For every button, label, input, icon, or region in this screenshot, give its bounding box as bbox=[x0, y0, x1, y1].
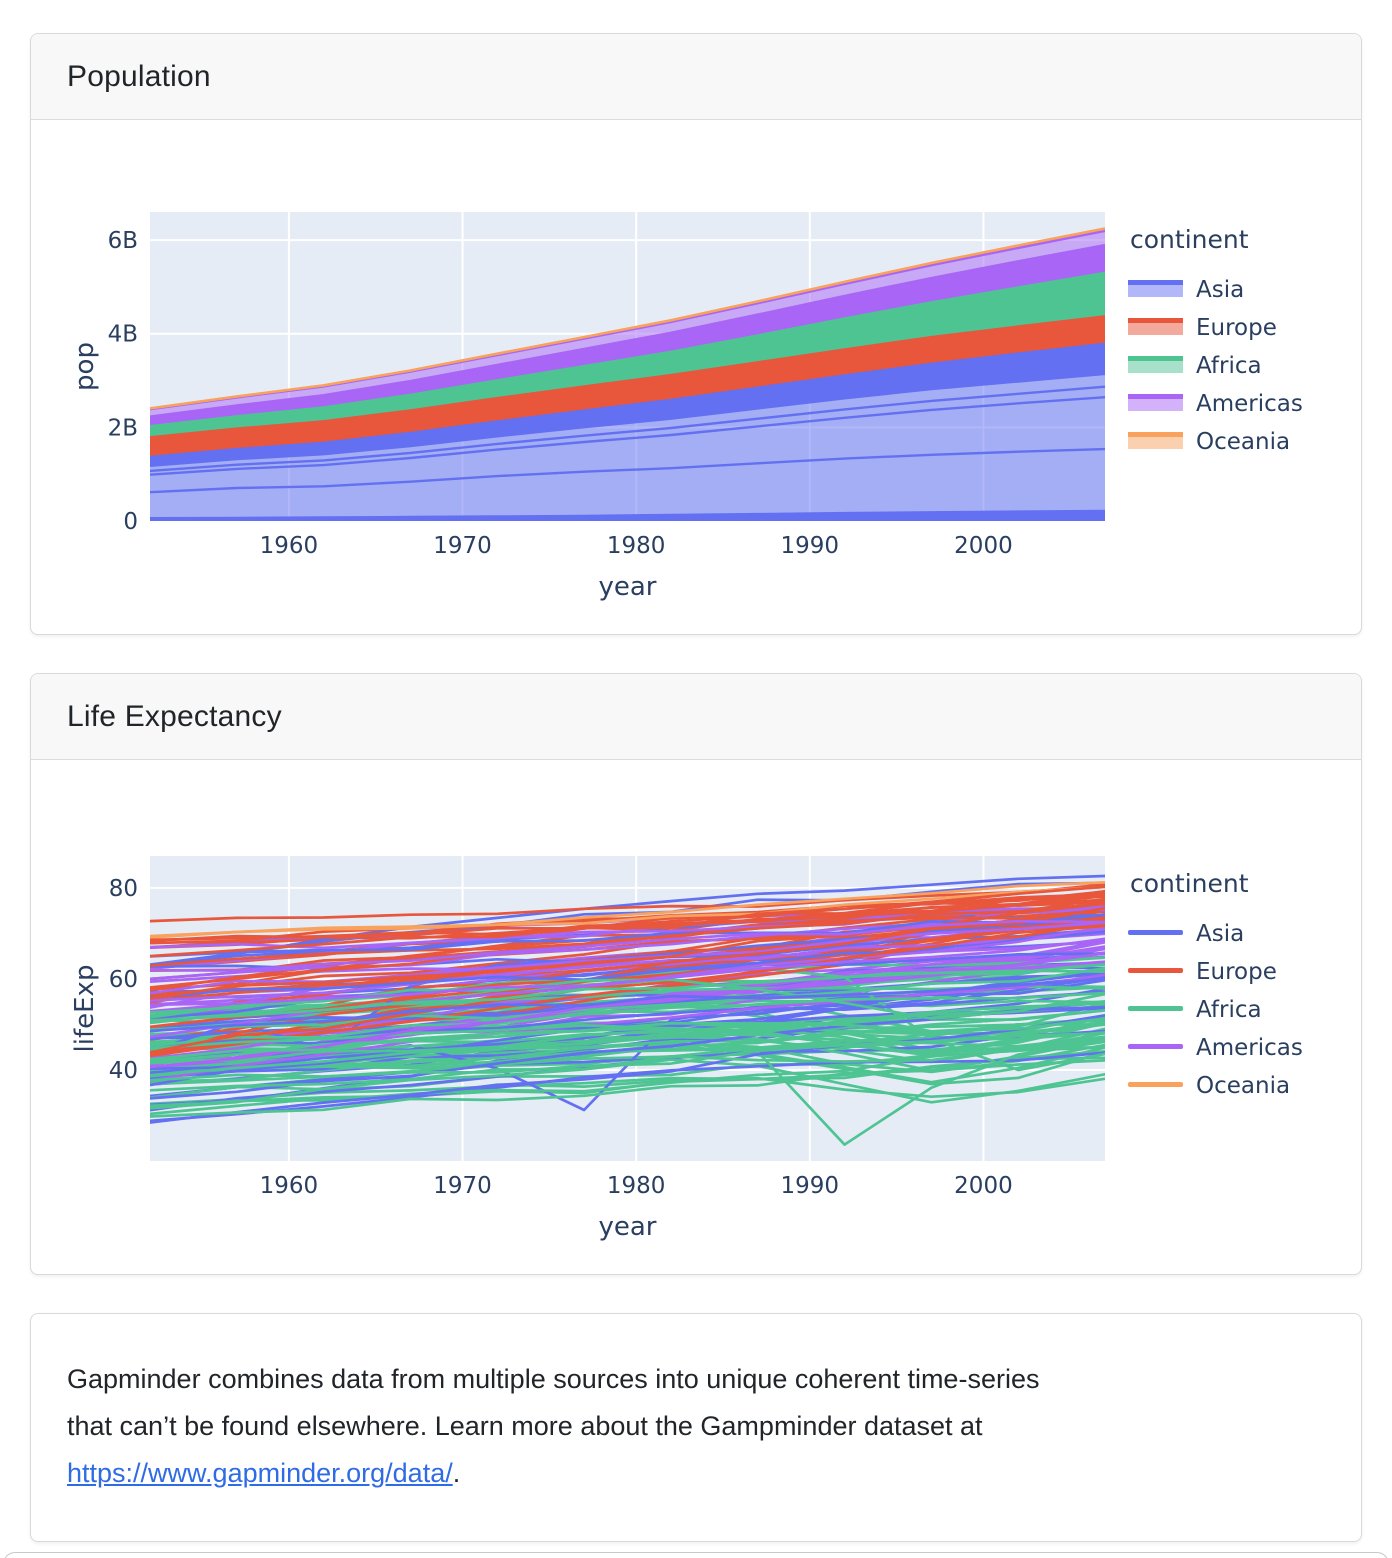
legend-item-americas[interactable] bbox=[1128, 1035, 1303, 1061]
legend-swatch-oceania bbox=[1128, 1082, 1183, 1087]
x-tick-label: 2000 bbox=[954, 1173, 1013, 1199]
legend-item-oceania[interactable] bbox=[1128, 429, 1290, 455]
population-area-chart[interactable] bbox=[31, 121, 1361, 633]
legend bbox=[1128, 869, 1303, 1099]
y-tick-label: 6B bbox=[107, 228, 138, 255]
legend-title: continent bbox=[1130, 225, 1249, 254]
legend-swatch-africa bbox=[1128, 1006, 1183, 1011]
x-tick-label: 2000 bbox=[954, 533, 1013, 559]
legend-item-label: Asia bbox=[1196, 921, 1245, 947]
x-tick-label: 1970 bbox=[433, 533, 492, 559]
next-card-top-edge bbox=[3, 1552, 1389, 1558]
legend-item-europe[interactable] bbox=[1128, 959, 1277, 985]
population-chart[interactable] bbox=[31, 120, 1361, 634]
about-card bbox=[30, 1313, 1362, 1542]
y-tick-label: 4B bbox=[107, 321, 138, 348]
legend-item-americas[interactable] bbox=[1128, 391, 1303, 417]
x-tick-label: 1960 bbox=[259, 1173, 319, 1199]
y-tick-label: 60 bbox=[108, 966, 138, 993]
legend-item-label: Africa bbox=[1196, 353, 1262, 379]
legend-item-label: Africa bbox=[1196, 997, 1262, 1023]
life-expectancy-chart[interactable] bbox=[31, 760, 1361, 1274]
legend-item-africa[interactable] bbox=[1128, 353, 1262, 379]
legend-swatch-line bbox=[1128, 318, 1183, 323]
legend-swatch-line bbox=[1128, 280, 1183, 285]
life-expectancy-line-chart[interactable] bbox=[31, 761, 1361, 1273]
about-text bbox=[67, 1356, 1325, 1497]
legend-item-label: Europe bbox=[1196, 315, 1277, 341]
y-axis-title: pop bbox=[70, 342, 100, 391]
legend-item-europe[interactable] bbox=[1128, 315, 1277, 341]
legend-item-label: Europe bbox=[1196, 959, 1277, 985]
y-axis-title: lifeExp bbox=[70, 964, 100, 1053]
legend-item-label: Oceania bbox=[1196, 429, 1291, 455]
x-axis-title: year bbox=[598, 572, 657, 602]
population-card bbox=[30, 33, 1362, 635]
x-tick-label: 1970 bbox=[433, 1173, 492, 1199]
legend-item-asia[interactable] bbox=[1128, 277, 1244, 303]
legend-item-oceania[interactable] bbox=[1128, 1073, 1290, 1099]
y-tick-label: 2B bbox=[107, 415, 138, 442]
legend-item-label: Americas bbox=[1196, 391, 1303, 417]
x-tick-label: 1990 bbox=[780, 1173, 840, 1199]
x-tick-label: 1980 bbox=[606, 533, 666, 559]
about-text-line2: that can’t be found elsewhere. Learn more about the Gampminder dataset at bbox=[67, 1411, 983, 1441]
legend-item-label: Asia bbox=[1196, 277, 1245, 303]
y-tick-label: 80 bbox=[108, 875, 138, 902]
gapminder-data-link[interactable]: https://www.gapminder.org/data/ bbox=[67, 1458, 453, 1488]
y-tick-label: 40 bbox=[108, 1057, 138, 1084]
x-tick-label: 1980 bbox=[606, 1173, 666, 1199]
life-expectancy-card-header bbox=[31, 674, 1361, 760]
legend bbox=[1128, 225, 1303, 455]
life-expectancy-card bbox=[30, 673, 1362, 1275]
legend-swatch-americas bbox=[1128, 1044, 1183, 1049]
legend-swatch-asia bbox=[1128, 930, 1183, 935]
about-card-body bbox=[31, 1314, 1361, 1541]
legend-swatch-line bbox=[1128, 394, 1183, 399]
x-tick-label: 1990 bbox=[780, 533, 840, 559]
legend-item-asia[interactable] bbox=[1128, 921, 1244, 947]
legend-swatch-line bbox=[1128, 356, 1183, 361]
life-expectancy-card-title: Life Expectancy bbox=[67, 699, 282, 733]
legend-swatch-europe bbox=[1128, 968, 1183, 973]
population-card-header bbox=[31, 34, 1361, 120]
legend-title: continent bbox=[1130, 869, 1249, 898]
x-tick-label: 1960 bbox=[259, 533, 319, 559]
legend-item-label: Americas bbox=[1196, 1035, 1303, 1061]
legend-item-label: Oceania bbox=[1196, 1073, 1291, 1099]
about-text-line1: Gapminder combines data from multiple sources into unique coherent time-series bbox=[67, 1364, 1040, 1394]
x-axis-title: year bbox=[598, 1212, 657, 1242]
y-tick-label: 0 bbox=[123, 509, 138, 535]
about-text-line3 bbox=[67, 1450, 1325, 1497]
legend-item-africa[interactable] bbox=[1128, 997, 1262, 1023]
about-text-period: . bbox=[452, 1458, 461, 1488]
legend-swatch-line bbox=[1128, 432, 1183, 437]
population-card-title: Population bbox=[67, 59, 211, 93]
